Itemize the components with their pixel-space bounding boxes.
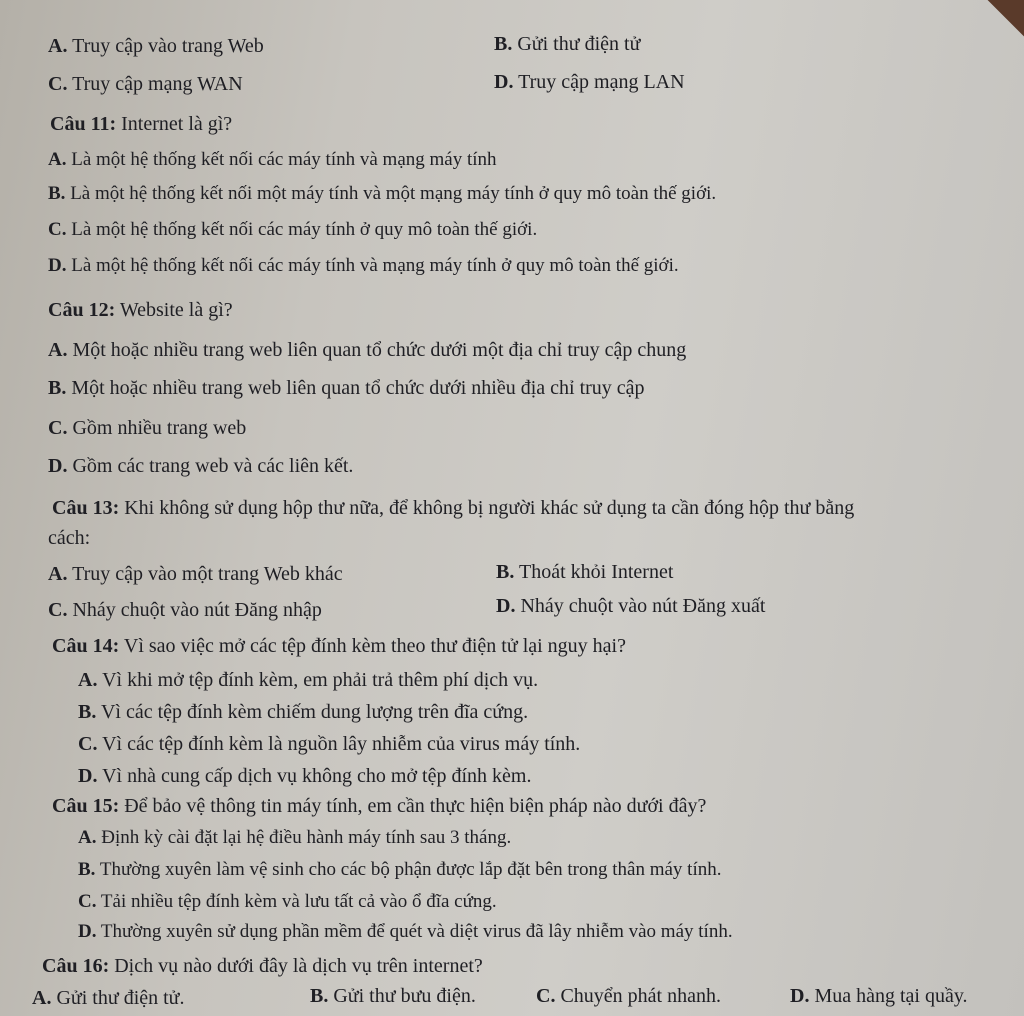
q14-option-b: B. Vì các tệp đính kèm chiếm dung lượng trên đĩa cứng. — [78, 701, 529, 723]
q16-option-a: A. Gửi thư điện tử. — [32, 987, 185, 1009]
q12-title: Câu 12: Website là gì? — [48, 299, 233, 321]
q11-option-b: B. Là một hệ thống kết nối một máy tính và một mạng máy tính ở quy mô toàn thế giới. — [48, 183, 717, 204]
q13-option-b: B. Thoát khỏi Internet — [496, 561, 674, 583]
q13-option-a: A. Truy cập vào một trang Web khác — [48, 563, 343, 585]
q15-title: Câu 15: Để bảo vệ thông tin máy tính, em cần thực hiện biện pháp nào dưới đây? — [52, 795, 707, 817]
q16-option-b: B. Gửi thư bưu điện. — [310, 985, 476, 1007]
q11-option-a: A. Là một hệ thống kết nối các máy tính và mạng máy tính — [48, 149, 497, 170]
q15-option-a: A. Định kỳ cài đặt lại hệ điều hành máy tính sau 3 tháng. — [78, 827, 512, 848]
q11-option-d: D. Là một hệ thống kết nối các máy tính và mạng máy tính ở quy mô toàn thế giới. — [48, 255, 679, 276]
q13-option-c: C. Nháy chuột vào nút Đăng nhập — [48, 599, 322, 621]
q14-title: Câu 14: Vì sao việc mở các tệp đính kèm theo thư điện tử lại nguy hại? — [52, 635, 626, 657]
q10-option-d: D. Truy cập mạng LAN — [494, 71, 685, 93]
q16-option-d: D. Mua hàng tại quầy. — [790, 985, 968, 1007]
q11-option-c: C. Là một hệ thống kết nối các máy tính ở quy mô toàn thế giới. — [48, 219, 538, 240]
table-edge — [984, 0, 1024, 40]
q15-option-d: D. Thường xuyên sử dụng phần mềm để quét và diệt virus đã lây nhiễm vào máy tính. — [78, 921, 733, 942]
q10-option-c: C. Truy cập mạng WAN — [48, 73, 243, 95]
q10-option-b: B. Gửi thư điện tử — [494, 33, 641, 55]
q14-option-d: D. Vì nhà cung cấp dịch vụ không cho mở tệp đính kèm. — [78, 765, 532, 787]
q11-title: Câu 11: Internet là gì? — [50, 113, 233, 135]
q13-option-d: D. Nháy chuột vào nút Đăng xuất — [496, 595, 766, 617]
q15-option-b: B. Thường xuyên làm vệ sinh cho các bộ phận được lắp đặt bên trong thân máy tính. — [78, 859, 722, 880]
q16-title: Câu 16: Dịch vụ nào dưới đây là dịch vụ trên internet? — [42, 955, 483, 977]
q12-option-d: D. Gồm các trang web và các liên kết. — [48, 455, 354, 477]
q13-title: Câu 13: Khi không sử dụng hộp thư nữa, để không bị người khác sử dụng ta cần đóng hộp thư bằng — [52, 497, 855, 519]
q12-option-a: A. Một hoặc nhiều trang web liên quan tổ chức dưới một địa chỉ truy cập chung — [48, 339, 687, 361]
q10-option-a: A. Truy cập vào trang Web — [48, 35, 264, 57]
q13-title-continued: cách: — [48, 527, 91, 549]
q14-option-a: A. Vì khi mở tệp đính kèm, em phải trả thêm phí dịch vụ. — [78, 669, 539, 691]
q14-option-c: C. Vì các tệp đính kèm là nguồn lây nhiễm của virus máy tính. — [78, 733, 581, 755]
q16-option-c: C. Chuyển phát nhanh. — [536, 985, 721, 1007]
q15-option-c: C. Tải nhiều tệp đính kèm và lưu tất cả vào ổ đĩa cứng. — [78, 891, 497, 912]
q12-option-c: C. Gồm nhiều trang web — [48, 417, 247, 439]
q12-option-b: B. Một hoặc nhiều trang web liên quan tổ chức dưới nhiều địa chỉ truy cập — [48, 377, 645, 399]
